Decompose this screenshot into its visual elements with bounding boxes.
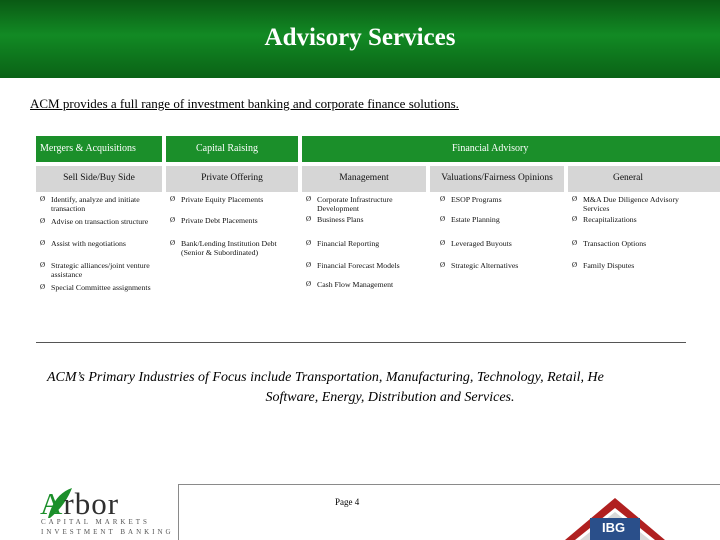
arrow-bullet-icon: Ø	[170, 239, 176, 247]
header-advisory: Financial Advisory	[452, 143, 529, 154]
arrow-bullet-icon: Ø	[306, 195, 312, 203]
arrow-bullet-icon: Ø	[170, 195, 176, 203]
footer-divider	[178, 484, 720, 485]
list-item: Ø M&A Due Diligence Advisory Services	[572, 195, 679, 214]
arrow-bullet-icon: Ø	[572, 195, 578, 203]
header-capital: Capital Raising	[196, 143, 258, 154]
logo-tagline-2: INVESTMENT BANKING	[41, 528, 174, 536]
arrow-bullet-icon: Ø	[306, 261, 312, 269]
arbor-logo	[40, 486, 119, 522]
list-item: Ø Leveraged Buyouts	[440, 239, 512, 248]
intro-text: ACM provides a full range of investment banking and corporate finance solutions.	[30, 96, 459, 111]
arrow-bullet-icon: Ø	[572, 215, 578, 223]
arrow-bullet-icon: Ø	[170, 216, 176, 224]
header-ma: Mergers & Acquisitions	[40, 143, 136, 154]
arrow-bullet-icon: Ø	[40, 195, 46, 203]
subheader-capital: Private Offering	[201, 173, 263, 183]
focus-statement	[0, 370, 720, 414]
list-item: Ø Cash Flow Management	[306, 280, 394, 289]
list-item: Ø Financial Reporting	[306, 239, 380, 248]
list-item: Ø Bank/Lending Institution Debt (Senior & Subordinated)	[170, 239, 277, 258]
list-item: Ø Estate Planning	[440, 215, 500, 224]
list-item: Ø Assist with negotiations	[40, 239, 126, 248]
arrow-bullet-icon: Ø	[306, 280, 312, 288]
arrow-bullet-icon: Ø	[572, 261, 578, 269]
arrow-bullet-icon: Ø	[306, 215, 312, 223]
page-number: Page 4	[335, 497, 360, 507]
subheader-ma: Sell Side/Buy Side	[63, 173, 135, 183]
focus-line-1: ACM’s Primary Industries of Focus include Transportation, Manufacturing, Technology, Retail, He	[47, 370, 604, 385]
focus-line-2: Software, Energy, Distribution and Services.	[265, 390, 515, 405]
arrow-bullet-icon: Ø	[40, 217, 46, 225]
subheader-valuations: Valuations/Fairness Opinions	[441, 173, 553, 183]
list-item: Ø Strategic Alternatives	[440, 261, 519, 270]
list-item: Ø Transaction Options	[572, 239, 647, 248]
list-item: Ø Corporate Infrastructure Development	[306, 195, 393, 214]
list-item: Ø Identify, analyze and initiate transaction	[40, 195, 140, 214]
arbor-logo-name: rbor	[63, 486, 120, 521]
ibg-logo-text: IBG	[602, 520, 626, 535]
arrow-bullet-icon: Ø	[440, 261, 446, 269]
list-item: Ø Private Debt Placements	[170, 216, 258, 225]
list-item: Ø Advise on transaction structure	[40, 217, 149, 226]
list-item: Ø Special Committee assignments	[40, 283, 151, 292]
arrow-bullet-icon: Ø	[440, 195, 446, 203]
footer-divider-vertical	[178, 484, 179, 540]
arrow-bullet-icon: Ø	[40, 239, 46, 247]
slide-title: Advisory Services	[264, 24, 456, 51]
arrow-bullet-icon: Ø	[440, 239, 446, 247]
list-item: Ø ESOP Programs	[440, 195, 502, 204]
divider	[36, 342, 686, 343]
list-item: Ø Family Disputes	[572, 261, 635, 270]
logo-tagline-1: CAPITAL MARKETS	[41, 518, 150, 526]
arrow-bullet-icon: Ø	[40, 261, 46, 269]
subheader-general: General	[612, 173, 644, 183]
arrow-bullet-icon: Ø	[306, 239, 312, 247]
arrow-bullet-icon: Ø	[40, 283, 46, 291]
list-item: Ø Private Equity Placements	[170, 195, 264, 204]
list-item: Ø Business Plans	[306, 215, 364, 224]
subheader-management: Management	[339, 173, 389, 183]
arrow-bullet-icon: Ø	[572, 239, 578, 247]
arrow-bullet-icon: Ø	[440, 215, 446, 223]
list-item: Ø Financial Forecast Models	[306, 261, 400, 270]
list-item: Ø Recapitalizations	[572, 215, 637, 224]
list-item: Ø Strategic alliances/joint venture assistance	[40, 261, 150, 280]
arbor-logo-initial: A	[40, 486, 64, 521]
